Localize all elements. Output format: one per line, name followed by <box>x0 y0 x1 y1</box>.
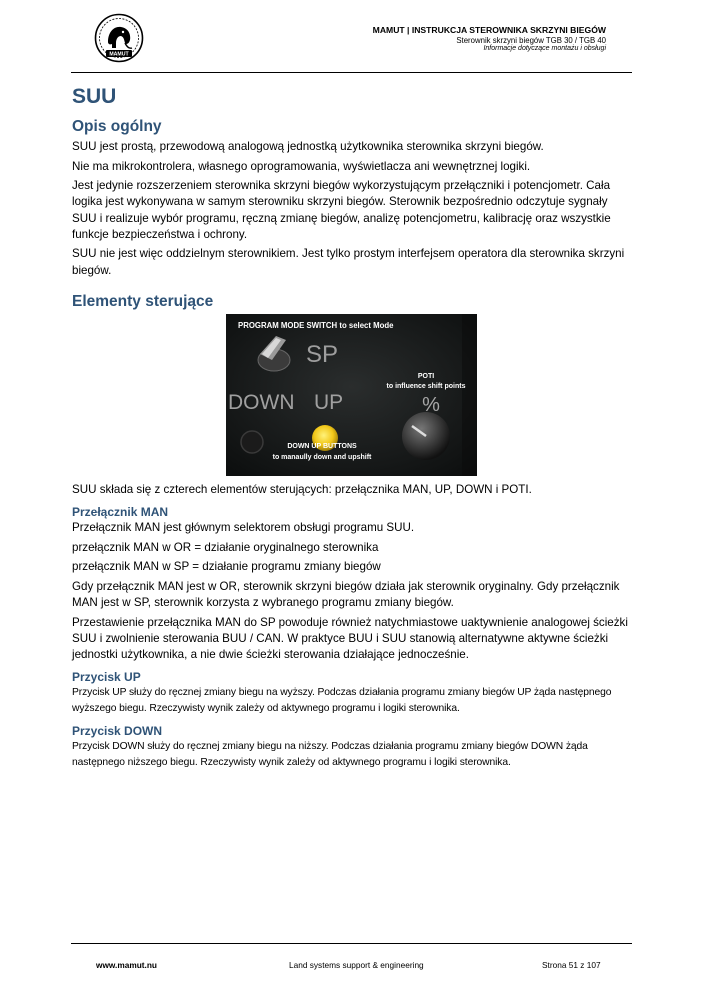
mamut-logo <box>94 13 144 63</box>
section-heading-general: Opis ogólny <box>72 118 162 135</box>
paragraph: SUU nie jest więc oddzielnym sterownikiem. Jest tylko prostym interfejsem operatora dla sterownika skrzyni biegów. <box>72 247 625 277</box>
subheading-man-switch: Przełącznik MAN <box>72 505 169 519</box>
footer-tagline: Land systems support & engineering <box>289 960 424 970</box>
footer-website: www.mamut.nu <box>96 960 157 970</box>
paragraph: Przełącznik MAN jest głównym selektorem obsługi programu SUU. <box>72 521 415 534</box>
paragraph: przełącznik MAN w OR = działanie oryginalnego sterownika <box>72 540 379 554</box>
controls-intro: SUU składa się z czterech elementów sterujących: przełącznika MAN, UP, DOWN i POTI. <box>72 482 532 496</box>
subheading-down-button: Przycisk DOWN <box>72 724 163 739</box>
paragraph: Przestawienie przełącznika MAN do SP powoduje również natychmiastowe uaktywnienie analogowej ścieżki SUU i zwolnienie sterowania BUU / CAN. W praktyce BUU i SUU stanowią alternatywne aktywne ścieżki jednostki użytkownika, a nie dwie ścieżki sterowania działające jednocześnie. <box>72 615 628 661</box>
paragraph: Gdy przełącznik MAN jest w OR, sterownik skrzyni biegów działa jak sterownik oryginalny. Gdy przełącznik MAN jest w SP, sterownik korzysta z wybranego programu zmiany biegów. <box>72 579 620 609</box>
photo-caption-top: PROGRAM MODE SWITCH to select Mode <box>238 320 394 330</box>
page-title: SUU <box>72 85 117 108</box>
paragraph: przełącznik MAN w SP = działanie programu zmiany biegów <box>72 560 381 574</box>
page-header <box>373 25 606 54</box>
photo-label-buttons-sub: to manaully down and upshift <box>272 453 372 461</box>
photo-label-down: DOWN <box>228 390 295 414</box>
photo-label-sp: SP <box>306 340 339 368</box>
footer-page-number: Strona 51 z 107 <box>542 960 601 970</box>
footer-rule <box>71 943 632 944</box>
photo-label-poti-sub: to influence shift points <box>386 382 466 390</box>
section-heading-controls: Elementy sterujące <box>72 292 214 310</box>
logo-text: MAMUT <box>109 51 129 58</box>
control-panel-photo <box>226 314 477 476</box>
document-body <box>72 83 634 775</box>
subheading-up-button: Przycisk UP <box>72 670 141 685</box>
header-subtitle-italic: Informacje dotyczące montażu i obsługi <box>483 45 606 53</box>
photo-label-up: UP <box>314 390 344 414</box>
photo-label-buttons: DOWN UP BUTTONS <box>287 442 357 450</box>
header-rule <box>71 72 632 73</box>
paragraph: Nie ma mikrokontrolera, własnego oprogramowania, wyświetlacza ani wewnętrznej logiki. <box>72 159 531 173</box>
header-title: MAMUT | INSTRUKCJA STEROWNIKA SKRZYNI BIEGÓW <box>372 25 606 35</box>
paragraph: SUU jest prostą, przewodową analogową jednostką użytkownika sterownika skrzyni biegów. <box>72 140 544 153</box>
photo-label-percent: % <box>422 393 440 416</box>
paragraph: Jest jedynie rozszerzeniem sterownika skrzyni biegów wykorzystującym przełączniki i potencjometr. Cała logika jest wykonywana w samym sterowniku skrzyni biegów. Sterownik bezpośrednio odczytuje sygnały SUU i realizuje wybór programu, ręczną zmianę biegów, analizę potencjometru, kalibrację oraz wszystkie funkcje bezpieczeństwa i ochrony. <box>72 179 611 241</box>
photo-label-poti: POTI <box>417 372 435 380</box>
header-subtitle: Sterownik skrzyni biegów TGB 30 / TGB 40 <box>456 35 606 45</box>
paragraph: Przycisk DOWN służy do ręcznej zmiany biegu na niższy. Podczas działania programu zmiany biegów DOWN żąda następnego niższego biegu. Rzeczywisty wynik zależy od aktywnego programu i logiki sterownika. <box>72 741 588 769</box>
paragraph: Przycisk UP służy do ręcznej zmiany biegu na wyższy. Podczas działania programu zmiany biegów UP żąda następnego wyższego biegu. Rzeczywisty wynik zależy od aktywnego programu i logiki sterownika. <box>72 687 612 715</box>
